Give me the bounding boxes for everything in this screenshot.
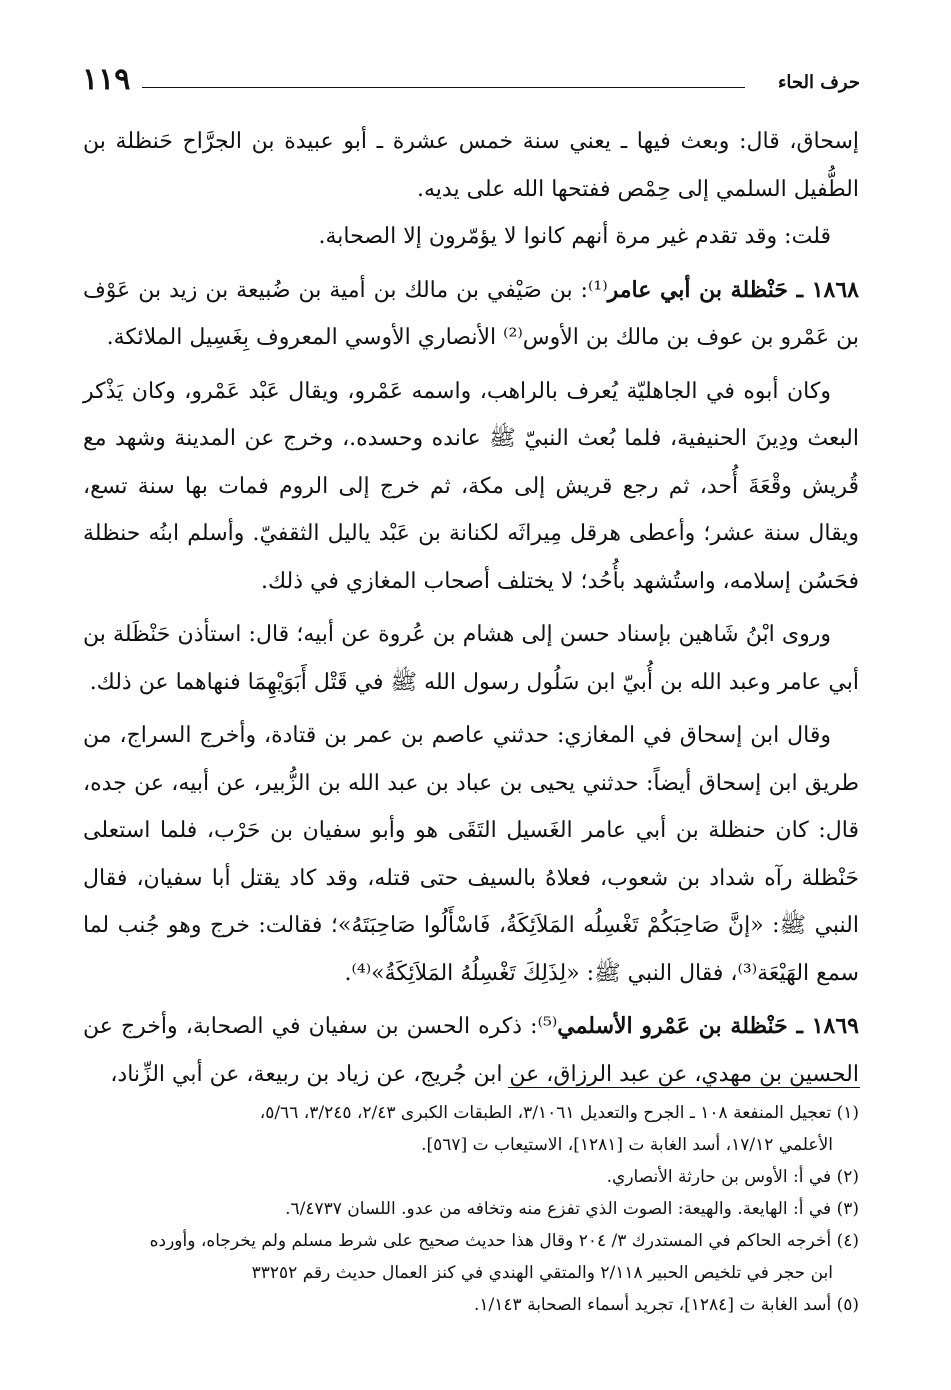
- footnote-3: [83, 1193, 859, 1225]
- footnote-1: [83, 1097, 859, 1161]
- footnote-4: [83, 1225, 859, 1289]
- main-text: [83, 118, 859, 1104]
- paragraph-ibn-ishaq: وقال ابن إسحاق في المغازي: حدثني عاصم بن عمر بن قتادة، وأخرج السراج، من طريق ابن إسحاق أيضاً: حدثني يحيى بن عباد بن عبد الله بن الزُّبير، عن أبيه، عن جده، قال: كان حنظلة بن أبي عامر الغَسيل التَقَى هو وأبو سفيان بن حَرْب، فلما استعلى حَنْظلة رآه شداد بن شعوب، فعلاهُ بالسيف حتى قتله، وقد كاد يقتل أبا سفيان، فقال النبي ﷺ: «إنَّ صَاحِبَكُمْ تَغْسِلُه المَلاَئِكَةُ، فَاسْأَلُوا صَاحِبَتَهُ»؛ فقالت: خرج وهو جُنب لما سمع الهَيْعَة⁽³⁾، فقال النبي ﷺ: «لِذَلِكَ تَغْسِلُهُ المَلاَئِكَةُ»⁽⁴⁾.: [83, 723, 859, 986]
- footnote-2: [83, 1161, 859, 1193]
- footnote-3-line1: (٣) في أ: الهايعة. والهيعة: الصوت الذي تفزع منه وتخافه من عدو. اللسان ٦/٤٧٣٧.: [285, 1199, 859, 1219]
- entry-1869-text: ⁽⁵⁾: ذكره الحسن بن سفيان في الصحابة، وأخرج عن الحسين بن مهدي، عن عبد الرزاق، عن ابن جُريج، عن زياد بن ربيعة، عن أبي الزِّناد،: [83, 1014, 859, 1087]
- footnote-1-line2: الأعلمي ١٧/١٢، أسد الغابة ت [١٢٨١]، الاستيعاب ت [٥٦٧].: [421, 1135, 833, 1155]
- entry-1869-heading: ١٨٦٩ ـ حَنْظلة بن عَمْرو الأسلمي: [557, 1013, 859, 1039]
- entry-1869: [83, 1003, 859, 1098]
- footnote-4-line1: (٤) أخرجه الحاكم في المستدرك ٣/ ٢٠٤ وقال هذا حديث صحيح على شرط مسلم ولم يخرجاه، وأورده: [149, 1231, 859, 1251]
- footnote-4-line2: ابن حجر في تلخيص الحبير ٢/١١٨ والمتقي الهندي في كنز العمال حديث رقم ٣٣٢٥٢: [251, 1263, 833, 1283]
- header-rule: [142, 87, 745, 88]
- footnote-2-line1: (٢) في أ: الأوس بن حارثة الأنصاري.: [606, 1167, 859, 1187]
- page-number: ١١٩: [82, 62, 131, 97]
- footnote-5-line1: (٥) أسد الغابة ت [١٢٨٤]، تجريد أسماء الصحابة ١/١٤٣.: [474, 1295, 859, 1315]
- paragraph-ibn-shahin: وروى ابْنُ شَاهين بإسناد حسن إلى هشام بن عُروة عن أبيه؛ قال: استأذن حَنْظَلة بن أبي عامر وعبد الله بن أُبيّ ابن سَلُول رسول الله ﷺ في قَتْل أَبَوَيْهِمَا فنهاهما عن ذلك.: [83, 622, 859, 695]
- footnotes: [83, 1097, 859, 1321]
- paragraph-continuation: إسحاق، قال: وبعث فيها ـ يعني سنة خمس عشرة ـ أبو عبيدة بن الجرَّاح حَنظلة بن الطُّفيل السلمي إلى حِمْص ففتحها الله على يديه.: [83, 129, 859, 202]
- entry-1868: [83, 267, 859, 362]
- running-header: [82, 62, 860, 102]
- footnote-1-line1: (١) تعجيل المنفعة ١٠٨ ـ الجرح والتعديل ٣/١٠٦١، الطبقات الكبرى ٢/٤٣، ٣/٢٤٥، ٥/٦٦،: [259, 1103, 859, 1123]
- footnote-rule: [508, 1087, 860, 1088]
- running-title: حرف الحاء: [777, 72, 860, 93]
- entry-1868-heading: ١٨٦٨ ـ حَنْظلة بن أبي عامر: [607, 276, 859, 303]
- paragraph-note: قلت: وقد تقدم غير مرة أنهم كانوا لا يؤمّرون إلا الصحابة.: [318, 224, 831, 249]
- entry-1868-text: ⁽¹⁾: بن صَيْفي بن مالك بن أمية بن ضُبيعة بن زيد بن عَوْف بن عَمْرو بن عوف بن مالك بن الأوس⁽²⁾ الأنصاري الأوسي المعروف بِغَسِيل الملائكة.: [83, 277, 859, 350]
- footnote-5: [83, 1289, 859, 1321]
- paragraph-father: وكان أبوه في الجاهليّة يُعرف بالراهب، واسمه عَمْرو، ويقال عَبْد عَمْرو، وكان يَذْكر البعث ودِينَ الحنيفية، فلما بُعث النبيّ ﷺ عانده وحسده.، وخرج عن المدينة وشهد مع قُريش وقْعَةَ أُحد، ثم رجع قريش إلى مكة، ثم خرج إلى الروم فمات بها سنة تسع، ويقال سنة عشر؛ وأعطى هرقل مِيراثَه لكنانة بن عَبْد ياليل الثقفيّ. وأسلم ابنُه حنظلة فحَسُن إسلامه، واستُشهد بأُحُد؛ لا يختلف أصحاب المغازي في ذلك.: [83, 378, 859, 594]
